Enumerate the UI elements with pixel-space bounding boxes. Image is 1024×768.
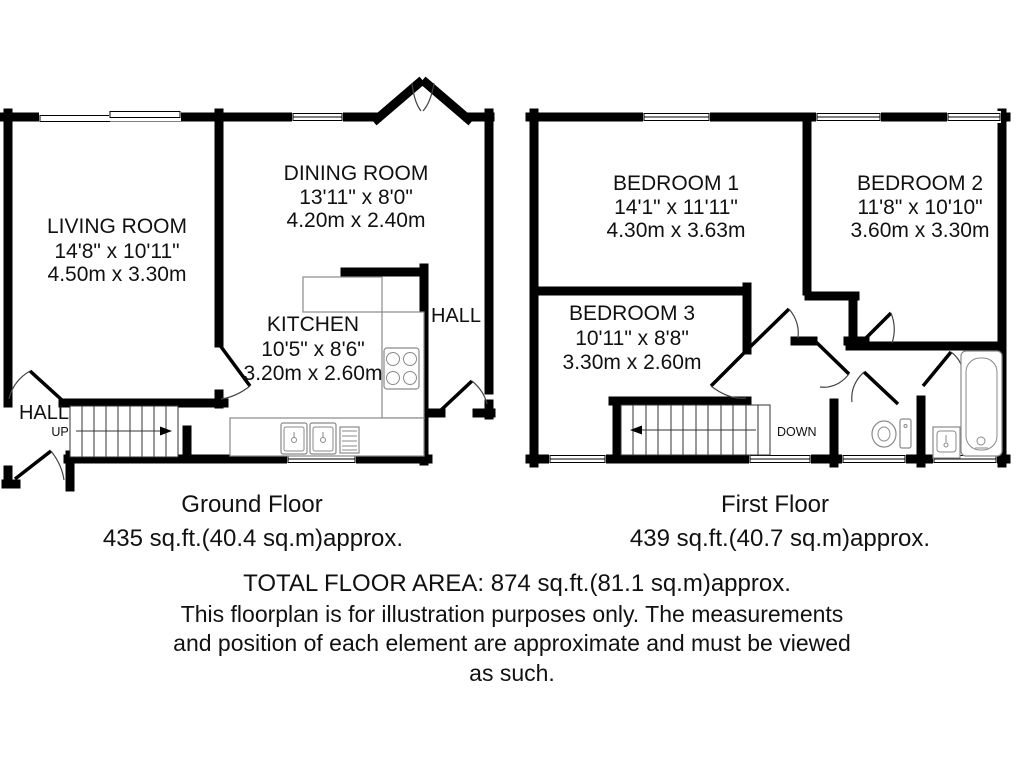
hall-left-label: HALL: [18, 402, 70, 424]
ground-floor-plan: [4, 83, 491, 487]
window-living-2: [109, 110, 181, 121]
door-bedroom3: [711, 350, 747, 398]
bedroom1-imperial: 14'1" x 11'11": [614, 196, 738, 219]
total-floor-area: TOTAL FLOOR AREA: 874 sq.ft.(81.1 sq.m)approx.: [243, 570, 791, 597]
dining-room-name: DINING ROOM: [283, 162, 429, 185]
living-room-name: LIVING ROOM: [46, 215, 188, 238]
ground-floor-area: 435 sq.ft.(40.4 sq.m)approx.: [102, 525, 404, 552]
living-room-metric: 4.50m x 3.30m: [47, 263, 187, 286]
bedroom1-metric: 4.30m x 3.63m: [606, 219, 746, 242]
ground-floor-stairs: [70, 406, 178, 457]
door-living-room: [9, 371, 63, 401]
door-bathroom: [923, 352, 964, 386]
window-bedroom2-left: [816, 111, 881, 123]
disclaimer-line-1: This floorplan is for illustration purposes only. The measurements: [180, 601, 844, 627]
bedroom3-imperial: 10'11" x 8'8": [575, 327, 689, 350]
window-living-1: [39, 112, 111, 123]
bedroom2-imperial: 11'8" x 10'10": [857, 196, 983, 219]
window-bedroom3: [549, 453, 606, 465]
bedroom3-metric: 3.30m x 2.60m: [562, 351, 702, 374]
first-floor-title: First Floor: [721, 491, 829, 518]
first-floor-stairs: [621, 405, 770, 455]
captions: [103, 491, 930, 686]
bedroom1-name: BEDROOM 1: [612, 172, 740, 195]
kitchen-metric: 3.20m x 2.60m: [243, 362, 383, 385]
door-landing: [815, 341, 849, 387]
bathtub-icon: [961, 351, 1002, 456]
living-room-imperial: 14'8" x 10'11": [54, 240, 180, 263]
dining-room-metric: 4.20m x 2.40m: [286, 209, 426, 232]
window-wc: [842, 453, 906, 465]
ground-floor-title: Ground Floor: [181, 491, 323, 518]
toilet-icon: [872, 419, 911, 448]
kitchen-name: KITCHEN: [266, 313, 360, 336]
disclaimer-line-2: and position of each element are approximate and must be viewed: [173, 630, 851, 656]
door-bedroom2: [863, 313, 894, 343]
hob-icon: [384, 348, 419, 389]
stairs-down-label: DOWN: [777, 425, 817, 439]
bedroom2-name: BEDROOM 2: [856, 172, 984, 195]
stairs-up-label: UP: [51, 425, 69, 439]
disclaimer-line-3: as such.: [469, 660, 555, 686]
first-floor-area: 439 sq.ft.(40.7 sq.m)approx.: [629, 525, 931, 552]
dining-room-imperial: 13'11" x 8'0": [299, 186, 413, 209]
window-bedroom1: [643, 111, 710, 123]
window-bedroom2-right: [947, 111, 1001, 123]
basin-icon: [933, 427, 960, 458]
hall-right-label: HALL: [430, 305, 482, 327]
door-wc: [852, 372, 898, 404]
first-floor-plan: [530, 111, 1006, 465]
door-front-right: [440, 381, 487, 411]
kitchen-imperial: 10'5" x 8'6": [261, 338, 365, 361]
bedroom3-name: BEDROOM 3: [568, 302, 696, 325]
window-dining: [292, 111, 343, 123]
dish-rack-icon: [340, 427, 359, 453]
door-front-left: [15, 451, 64, 480]
bedroom2-metric: 3.60m x 3.30m: [850, 219, 990, 242]
